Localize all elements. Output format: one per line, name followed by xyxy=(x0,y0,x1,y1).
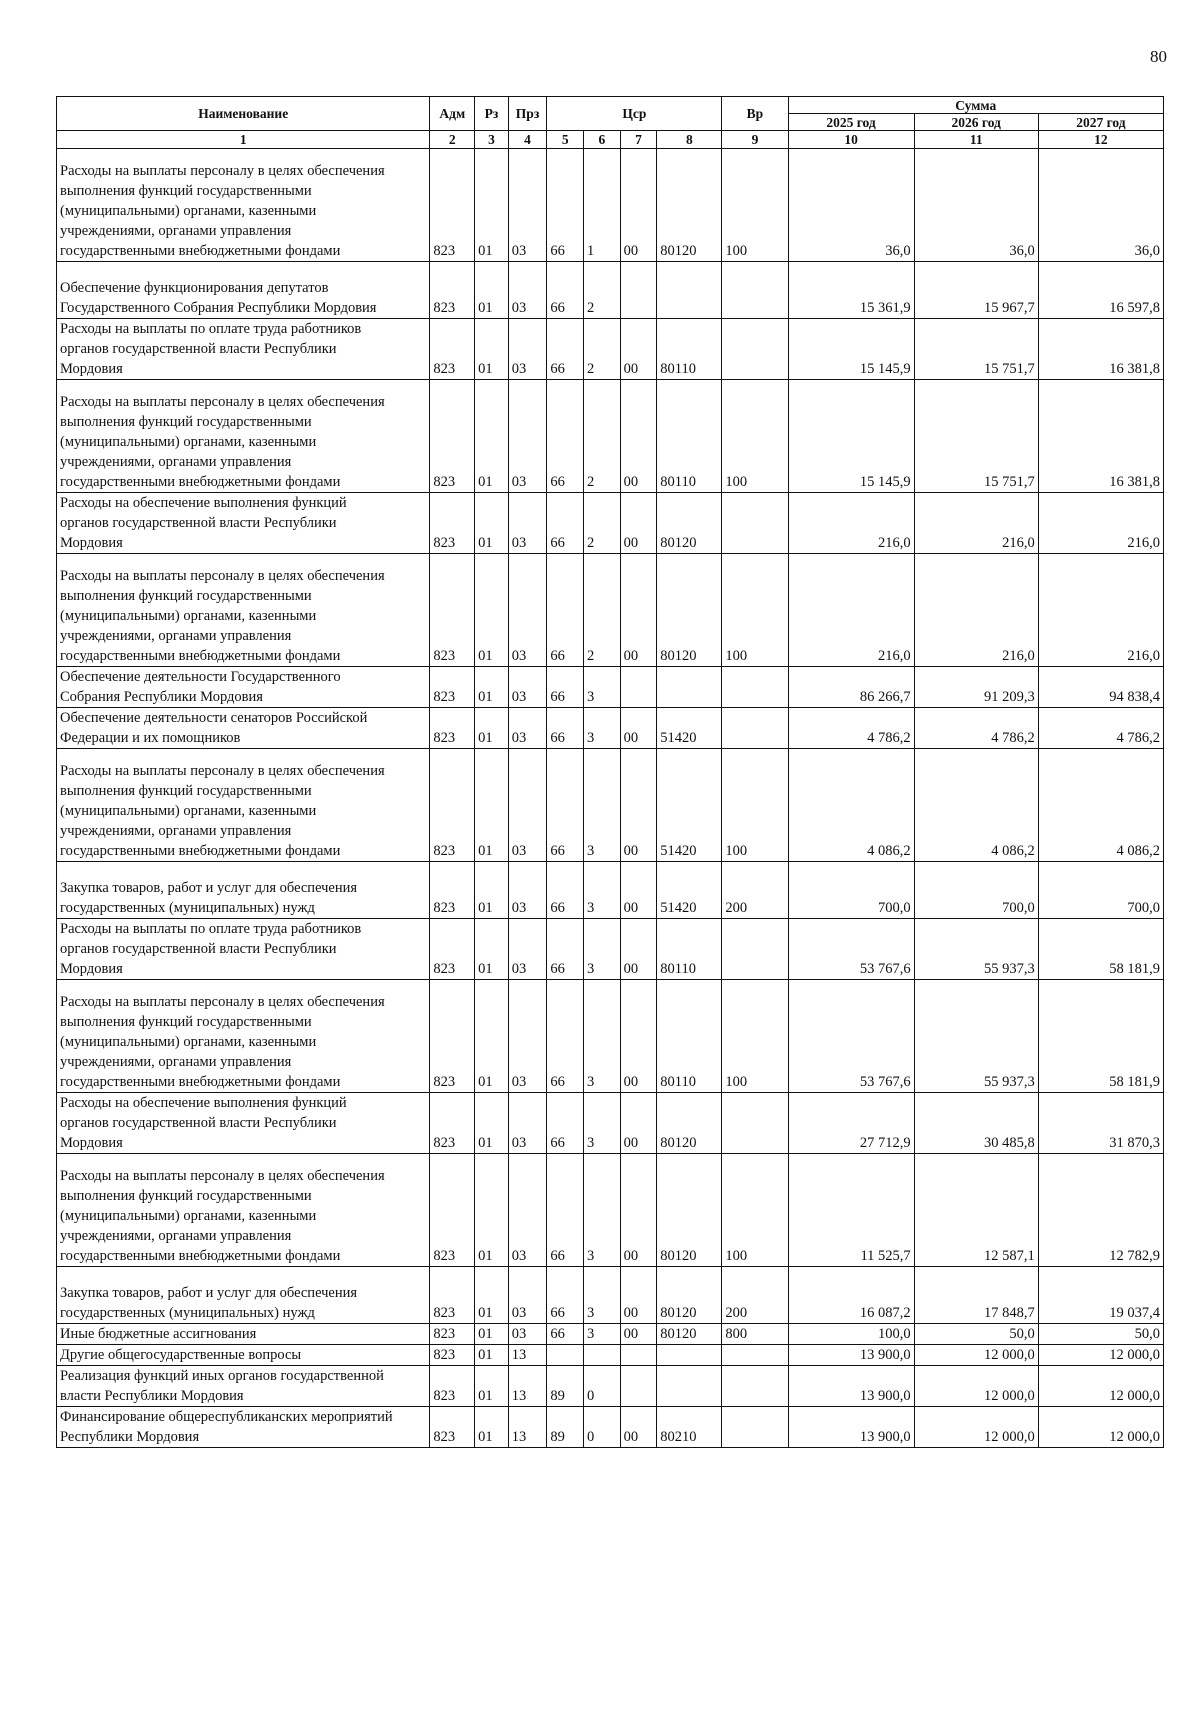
amount-2026: 4 786,2 xyxy=(914,708,1038,749)
cell-csr-5: 66 xyxy=(547,862,584,919)
cell-csr-7: 00 xyxy=(620,149,657,262)
amount-2027: 16 597,8 xyxy=(1038,262,1163,319)
cell-csr-5 xyxy=(547,1345,584,1366)
row-name: Обеспечение деятельности сенаторов Российской Федерации и их помощников xyxy=(57,708,430,749)
amount-2027: 700,0 xyxy=(1038,862,1163,919)
cell-csr-7: 00 xyxy=(620,1267,657,1324)
cell-rz: 01 xyxy=(475,493,509,554)
table-row xyxy=(57,319,1164,380)
cell-rz: 01 xyxy=(475,262,509,319)
amount-2027: 16 381,8 xyxy=(1038,319,1163,380)
amount-2026: 12 000,0 xyxy=(914,1366,1038,1407)
table-row xyxy=(57,708,1164,749)
header-2026: 2026 год xyxy=(914,114,1038,131)
cell-csr-6: 2 xyxy=(584,319,621,380)
amount-2026: 4 086,2 xyxy=(914,749,1038,862)
amount-2026: 30 485,8 xyxy=(914,1093,1038,1154)
cell-csr-7 xyxy=(620,667,657,708)
cell-csr-7 xyxy=(620,262,657,319)
table-row xyxy=(57,749,1164,862)
cell-prz: 03 xyxy=(508,149,547,262)
cell-rz: 01 xyxy=(475,554,509,667)
cell-csr-6: 2 xyxy=(584,380,621,493)
column-number: 3 xyxy=(475,131,509,149)
amount-2027: 4 086,2 xyxy=(1038,749,1163,862)
page-number: 80 xyxy=(1150,47,1167,66)
row-name: Расходы на выплаты по оплате труда работников органов государственной власти Республики Мордовия xyxy=(57,919,430,980)
column-number: 10 xyxy=(788,131,914,149)
column-number: 1 xyxy=(57,131,430,149)
row-name: Расходы на выплаты персоналу в целях обеспечения выполнения функций государственными (муниципальными) органами, казенными учреждениями, органами управления государственными внебюджетными фондами xyxy=(57,554,430,667)
cell-csr-7: 00 xyxy=(620,862,657,919)
cell-csr-8: 80110 xyxy=(657,319,722,380)
cell-csr-8: 80120 xyxy=(657,1267,722,1324)
cell-prz: 03 xyxy=(508,980,547,1093)
amount-2027: 12 000,0 xyxy=(1038,1366,1163,1407)
amount-2025: 15 361,9 xyxy=(788,262,914,319)
column-number: 7 xyxy=(620,131,657,149)
table-row xyxy=(57,262,1164,319)
amount-2026: 216,0 xyxy=(914,554,1038,667)
column-number-row xyxy=(57,131,1164,149)
row-name: Реализация функций иных органов государственной власти Республики Мордовия xyxy=(57,1366,430,1407)
cell-csr-6: 3 xyxy=(584,1324,621,1345)
cell-csr-5: 66 xyxy=(547,380,584,493)
cell-adm: 823 xyxy=(430,862,475,919)
cell-csr-8: 80210 xyxy=(657,1407,722,1448)
cell-rz: 01 xyxy=(475,919,509,980)
cell-prz: 03 xyxy=(508,380,547,493)
amount-2027: 31 870,3 xyxy=(1038,1093,1163,1154)
row-name: Закупка товаров, работ и услуг для обеспечения государственных (муниципальных) нужд xyxy=(57,862,430,919)
column-number: 2 xyxy=(430,131,475,149)
cell-adm: 823 xyxy=(430,919,475,980)
cell-csr-8 xyxy=(657,1345,722,1366)
cell-vr: 100 xyxy=(722,1154,788,1267)
cell-vr xyxy=(722,1345,788,1366)
table-header xyxy=(57,97,1164,149)
row-name: Расходы на выплаты персоналу в целях обеспечения выполнения функций государственными (муниципальными) органами, казенными учреждениями, органами управления государственными внебюджетными фондами xyxy=(57,149,430,262)
amount-2025: 11 525,7 xyxy=(788,1154,914,1267)
cell-csr-8: 80120 xyxy=(657,493,722,554)
cell-vr: 200 xyxy=(722,862,788,919)
amount-2025: 36,0 xyxy=(788,149,914,262)
cell-vr: 100 xyxy=(722,554,788,667)
table-row xyxy=(57,667,1164,708)
cell-csr-8: 80120 xyxy=(657,1324,722,1345)
header-prz: Прз xyxy=(508,97,547,131)
cell-csr-6: 3 xyxy=(584,980,621,1093)
cell-prz: 03 xyxy=(508,1154,547,1267)
cell-adm: 823 xyxy=(430,749,475,862)
cell-csr-8: 80120 xyxy=(657,1093,722,1154)
amount-2026: 15 967,7 xyxy=(914,262,1038,319)
cell-csr-8: 51420 xyxy=(657,862,722,919)
cell-vr xyxy=(722,919,788,980)
amount-2027: 36,0 xyxy=(1038,149,1163,262)
table-row xyxy=(57,493,1164,554)
cell-prz: 03 xyxy=(508,1093,547,1154)
amount-2025: 100,0 xyxy=(788,1324,914,1345)
cell-csr-6: 3 xyxy=(584,1093,621,1154)
cell-adm: 823 xyxy=(430,262,475,319)
cell-vr xyxy=(722,1407,788,1448)
cell-csr-8 xyxy=(657,667,722,708)
table-row xyxy=(57,1324,1164,1345)
table-row xyxy=(57,380,1164,493)
header-csr: Цср xyxy=(547,97,722,131)
amount-2025: 16 087,2 xyxy=(788,1267,914,1324)
cell-rz: 01 xyxy=(475,1407,509,1448)
cell-csr-6: 0 xyxy=(584,1366,621,1407)
cell-rz: 01 xyxy=(475,1267,509,1324)
cell-prz: 13 xyxy=(508,1407,547,1448)
table-row xyxy=(57,1407,1164,1448)
cell-csr-5: 89 xyxy=(547,1366,584,1407)
cell-prz: 03 xyxy=(508,319,547,380)
cell-vr xyxy=(722,493,788,554)
cell-vr xyxy=(722,708,788,749)
row-name: Расходы на выплаты персоналу в целях обеспечения выполнения функций государственными (муниципальными) органами, казенными учреждениями, органами управления государственными внебюджетными фондами xyxy=(57,1154,430,1267)
cell-vr xyxy=(722,667,788,708)
amount-2027: 12 782,9 xyxy=(1038,1154,1163,1267)
cell-adm: 823 xyxy=(430,1093,475,1154)
row-name: Расходы на выплаты персоналу в целях обеспечения выполнения функций государственными (муниципальными) органами, казенными учреждениями, органами управления государственными внебюджетными фондами xyxy=(57,980,430,1093)
amount-2025: 27 712,9 xyxy=(788,1093,914,1154)
cell-csr-5: 66 xyxy=(547,319,584,380)
column-number: 6 xyxy=(584,131,621,149)
cell-csr-6: 3 xyxy=(584,667,621,708)
row-name: Финансирование общереспубликанских мероприятий Республики Мордовия xyxy=(57,1407,430,1448)
cell-csr-7 xyxy=(620,1345,657,1366)
cell-adm: 823 xyxy=(430,149,475,262)
cell-csr-6: 3 xyxy=(584,1267,621,1324)
amount-2027: 4 786,2 xyxy=(1038,708,1163,749)
cell-csr-6: 3 xyxy=(584,862,621,919)
row-name: Иные бюджетные ассигнования xyxy=(57,1324,430,1345)
cell-csr-6: 0 xyxy=(584,1407,621,1448)
cell-vr xyxy=(722,1093,788,1154)
amount-2026: 15 751,7 xyxy=(914,380,1038,493)
cell-adm: 823 xyxy=(430,1366,475,1407)
cell-prz: 03 xyxy=(508,493,547,554)
amount-2026: 12 000,0 xyxy=(914,1407,1038,1448)
cell-vr xyxy=(722,1366,788,1407)
cell-csr-8: 80110 xyxy=(657,980,722,1093)
amount-2026: 12 587,1 xyxy=(914,1154,1038,1267)
cell-csr-7: 00 xyxy=(620,554,657,667)
amount-2025: 15 145,9 xyxy=(788,319,914,380)
cell-rz: 01 xyxy=(475,149,509,262)
cell-prz: 03 xyxy=(508,749,547,862)
cell-csr-8: 80120 xyxy=(657,149,722,262)
amount-2026: 15 751,7 xyxy=(914,319,1038,380)
cell-csr-5: 89 xyxy=(547,1407,584,1448)
cell-adm: 823 xyxy=(430,980,475,1093)
table-row xyxy=(57,862,1164,919)
amount-2026: 700,0 xyxy=(914,862,1038,919)
cell-csr-7: 00 xyxy=(620,980,657,1093)
cell-csr-7: 00 xyxy=(620,919,657,980)
cell-csr-8: 80120 xyxy=(657,1154,722,1267)
cell-adm: 823 xyxy=(430,554,475,667)
cell-adm: 823 xyxy=(430,380,475,493)
row-name: Расходы на выплаты персоналу в целях обеспечения выполнения функций государственными (муниципальными) органами, казенными учреждениями, органами управления государственными внебюджетными фондами xyxy=(57,749,430,862)
cell-rz: 01 xyxy=(475,667,509,708)
amount-2025: 13 900,0 xyxy=(788,1366,914,1407)
header-name: Наименование xyxy=(57,97,430,131)
cell-rz: 01 xyxy=(475,708,509,749)
cell-prz: 03 xyxy=(508,1324,547,1345)
column-number: 8 xyxy=(657,131,722,149)
cell-csr-7: 00 xyxy=(620,708,657,749)
amount-2025: 86 266,7 xyxy=(788,667,914,708)
cell-rz: 01 xyxy=(475,1093,509,1154)
header-sum: Сумма xyxy=(788,97,1164,114)
amount-2026: 36,0 xyxy=(914,149,1038,262)
cell-adm: 823 xyxy=(430,493,475,554)
cell-rz: 01 xyxy=(475,1345,509,1366)
cell-vr: 800 xyxy=(722,1324,788,1345)
row-name: Другие общегосударственные вопросы xyxy=(57,1345,430,1366)
amount-2025: 4 786,2 xyxy=(788,708,914,749)
cell-csr-5: 66 xyxy=(547,1267,584,1324)
cell-csr-8: 80110 xyxy=(657,380,722,493)
cell-csr-7: 00 xyxy=(620,1324,657,1345)
cell-csr-5: 66 xyxy=(547,667,584,708)
row-name: Расходы на выплаты персоналу в целях обеспечения выполнения функций государственными (муниципальными) органами, казенными учреждениями, органами управления государственными внебюджетными фондами xyxy=(57,380,430,493)
cell-prz: 03 xyxy=(508,667,547,708)
cell-csr-8: 80120 xyxy=(657,554,722,667)
cell-csr-5: 66 xyxy=(547,980,584,1093)
cell-csr-6: 3 xyxy=(584,708,621,749)
header-vr: Вр xyxy=(722,97,788,131)
table-row xyxy=(57,1154,1164,1267)
cell-vr xyxy=(722,319,788,380)
table-row xyxy=(57,1345,1164,1366)
cell-csr-8: 80110 xyxy=(657,919,722,980)
cell-csr-5: 66 xyxy=(547,149,584,262)
cell-vr: 100 xyxy=(722,980,788,1093)
cell-csr-6: 1 xyxy=(584,149,621,262)
cell-vr: 200 xyxy=(722,1267,788,1324)
amount-2025: 53 767,6 xyxy=(788,919,914,980)
row-name: Обеспечение деятельности Государственного Собрания Республики Мордовия xyxy=(57,667,430,708)
cell-csr-6: 3 xyxy=(584,1154,621,1267)
cell-rz: 01 xyxy=(475,1324,509,1345)
amount-2026: 216,0 xyxy=(914,493,1038,554)
row-name: Закупка товаров, работ и услуг для обеспечения государственных (муниципальных) нужд xyxy=(57,1267,430,1324)
cell-csr-8: 51420 xyxy=(657,749,722,862)
amount-2027: 94 838,4 xyxy=(1038,667,1163,708)
cell-vr: 100 xyxy=(722,749,788,862)
amount-2027: 12 000,0 xyxy=(1038,1345,1163,1366)
cell-csr-6: 2 xyxy=(584,493,621,554)
amount-2027: 216,0 xyxy=(1038,554,1163,667)
cell-adm: 823 xyxy=(430,1407,475,1448)
cell-prz: 13 xyxy=(508,1366,547,1407)
header-2025: 2025 год xyxy=(788,114,914,131)
amount-2025: 53 767,6 xyxy=(788,980,914,1093)
amount-2026: 50,0 xyxy=(914,1324,1038,1345)
cell-adm: 823 xyxy=(430,708,475,749)
cell-csr-5: 66 xyxy=(547,749,584,862)
amount-2025: 700,0 xyxy=(788,862,914,919)
amount-2027: 16 381,8 xyxy=(1038,380,1163,493)
column-number: 11 xyxy=(914,131,1038,149)
cell-csr-5: 66 xyxy=(547,554,584,667)
row-name: Расходы на обеспечение выполнения функций органов государственной власти Республики Мордовия xyxy=(57,493,430,554)
amount-2027: 50,0 xyxy=(1038,1324,1163,1345)
cell-csr-7: 00 xyxy=(620,380,657,493)
budget-table xyxy=(56,96,1164,1448)
cell-csr-8 xyxy=(657,1366,722,1407)
table-body xyxy=(57,149,1164,1448)
amount-2026: 91 209,3 xyxy=(914,667,1038,708)
table-row xyxy=(57,1093,1164,1154)
cell-csr-6: 2 xyxy=(584,554,621,667)
amount-2025: 15 145,9 xyxy=(788,380,914,493)
cell-rz: 01 xyxy=(475,980,509,1093)
cell-vr: 100 xyxy=(722,149,788,262)
amount-2026: 17 848,7 xyxy=(914,1267,1038,1324)
column-number: 5 xyxy=(547,131,584,149)
amount-2025: 216,0 xyxy=(788,493,914,554)
cell-rz: 01 xyxy=(475,862,509,919)
cell-csr-7: 00 xyxy=(620,1154,657,1267)
amount-2025: 13 900,0 xyxy=(788,1345,914,1366)
amount-2027: 58 181,9 xyxy=(1038,919,1163,980)
cell-adm: 823 xyxy=(430,1154,475,1267)
cell-adm: 823 xyxy=(430,1324,475,1345)
column-number: 12 xyxy=(1038,131,1163,149)
column-number: 4 xyxy=(508,131,547,149)
table-row xyxy=(57,149,1164,262)
amount-2027: 58 181,9 xyxy=(1038,980,1163,1093)
cell-csr-7: 00 xyxy=(620,1407,657,1448)
cell-vr: 100 xyxy=(722,380,788,493)
header-rz: Рз xyxy=(475,97,509,131)
cell-prz: 03 xyxy=(508,554,547,667)
cell-prz: 03 xyxy=(508,262,547,319)
cell-csr-6 xyxy=(584,1345,621,1366)
cell-csr-7 xyxy=(620,1366,657,1407)
cell-adm: 823 xyxy=(430,1345,475,1366)
cell-rz: 01 xyxy=(475,749,509,862)
cell-csr-7: 00 xyxy=(620,749,657,862)
header-adm: Адм xyxy=(430,97,475,131)
cell-csr-5: 66 xyxy=(547,493,584,554)
cell-prz: 13 xyxy=(508,1345,547,1366)
row-name: Расходы на обеспечение выполнения функций органов государственной власти Республики Мордовия xyxy=(57,1093,430,1154)
cell-vr xyxy=(722,262,788,319)
cell-rz: 01 xyxy=(475,380,509,493)
cell-csr-5: 66 xyxy=(547,1093,584,1154)
table-row xyxy=(57,919,1164,980)
cell-csr-5: 66 xyxy=(547,708,584,749)
amount-2026: 12 000,0 xyxy=(914,1345,1038,1366)
header-2027: 2027 год xyxy=(1038,114,1163,131)
row-name: Обеспечение функционирования депутатов Государственного Собрания Республики Мордовия xyxy=(57,262,430,319)
table-row xyxy=(57,980,1164,1093)
cell-prz: 03 xyxy=(508,862,547,919)
amount-2026: 55 937,3 xyxy=(914,919,1038,980)
cell-prz: 03 xyxy=(508,1267,547,1324)
table-row xyxy=(57,1267,1164,1324)
amount-2025: 4 086,2 xyxy=(788,749,914,862)
cell-adm: 823 xyxy=(430,319,475,380)
cell-csr-6: 2 xyxy=(584,262,621,319)
cell-csr-5: 66 xyxy=(547,262,584,319)
amount-2025: 216,0 xyxy=(788,554,914,667)
cell-csr-6: 3 xyxy=(584,749,621,862)
cell-adm: 823 xyxy=(430,667,475,708)
amount-2027: 12 000,0 xyxy=(1038,1407,1163,1448)
cell-csr-5: 66 xyxy=(547,1154,584,1267)
table-row xyxy=(57,554,1164,667)
cell-adm: 823 xyxy=(430,1267,475,1324)
cell-csr-5: 66 xyxy=(547,1324,584,1345)
cell-prz: 03 xyxy=(508,919,547,980)
table-row xyxy=(57,1366,1164,1407)
cell-rz: 01 xyxy=(475,1366,509,1407)
cell-csr-5: 66 xyxy=(547,919,584,980)
amount-2027: 19 037,4 xyxy=(1038,1267,1163,1324)
cell-rz: 01 xyxy=(475,319,509,380)
amount-2026: 55 937,3 xyxy=(914,980,1038,1093)
cell-csr-8: 51420 xyxy=(657,708,722,749)
column-number: 9 xyxy=(722,131,788,149)
cell-prz: 03 xyxy=(508,708,547,749)
cell-csr-7: 00 xyxy=(620,1093,657,1154)
row-name: Расходы на выплаты по оплате труда работников органов государственной власти Республики Мордовия xyxy=(57,319,430,380)
cell-csr-7: 00 xyxy=(620,493,657,554)
cell-csr-8 xyxy=(657,262,722,319)
amount-2025: 13 900,0 xyxy=(788,1407,914,1448)
cell-csr-7: 00 xyxy=(620,319,657,380)
amount-2027: 216,0 xyxy=(1038,493,1163,554)
cell-rz: 01 xyxy=(475,1154,509,1267)
cell-csr-6: 3 xyxy=(584,919,621,980)
